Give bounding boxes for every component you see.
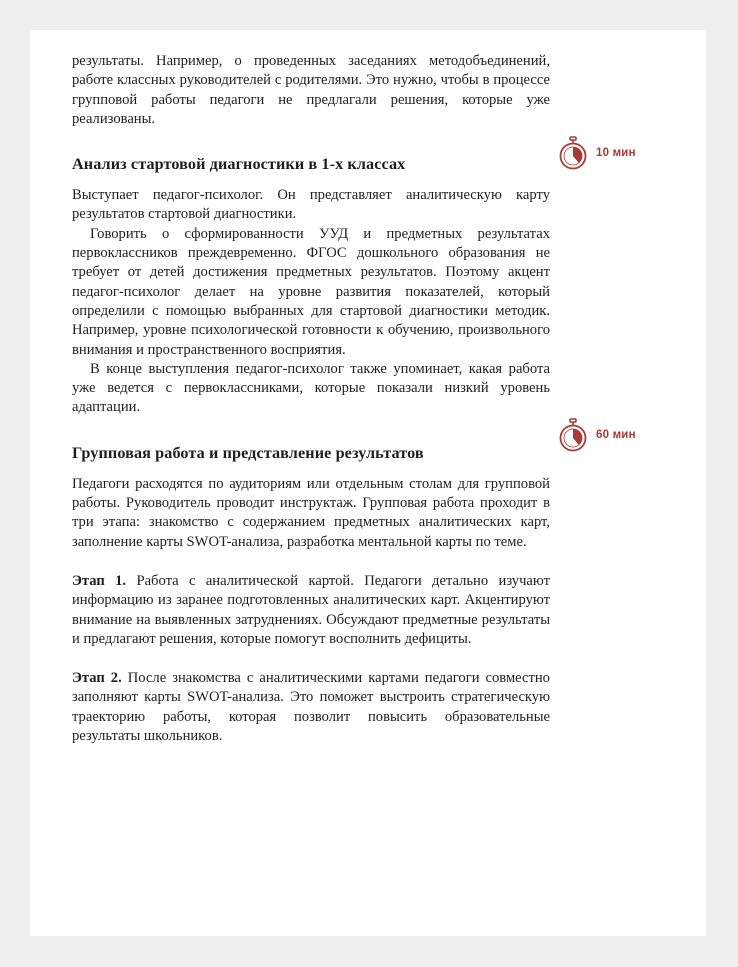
section1-duration: 10 мин — [596, 147, 636, 159]
stage-1-paragraph — [72, 572, 550, 649]
intro-paragraph: результаты. Например, о проведенных заседаниях методобъединений, работе классных руководителей с родителями. Это нужно, чтобы в процессе групповой работы педагоги не предлагали решения, которые уже реализованы. — [72, 53, 550, 127]
section1-paragraph-2: Говорить о сформированности УУД и предметных результатах первоклассников преждевременно. ФГОС дошкольного образования не требует от детей достижения предметных результатов. Поэтому акцент педагог-психолог делает на уровне развития показателей, который определили с помощью выбранных для стартовой диагностики методик. Например, уровне психологической готовности к обучению, произвольного внимания и пространственного восприятия. — [72, 225, 550, 358]
stage-1-label: Этап 1. — [72, 572, 127, 589]
stage-1-text: Работа с аналитической картой. Педагоги детально изучают информацию из заранее подготовленных аналитических карт. Акцентируют внимание на выявленных затруднениях. Обсуждают предметные результаты и предлагают решения, которые помогут восполнить дефициты. — [72, 572, 550, 647]
section1-timer — [558, 136, 636, 170]
stage-2-label: Этап 2. — [72, 670, 122, 687]
stopwatch-icon — [558, 418, 588, 452]
section2-duration: 60 мин — [596, 429, 636, 441]
stage-2-text: После знакомства с аналитическими картами педагоги совместно заполняют карты SWOT-анализа. Это поможет выстроить стратегическую траекторию работы, которая позволит повысить образовательные результаты школьников. — [72, 670, 550, 745]
page-content — [72, 52, 550, 746]
section1-paragraph-3: В конце выступления педагог-психолог также упоминает, какая работа уже ведется с первоклассниками, которые показали низкий уровень адаптации. — [72, 360, 550, 416]
section1-heading: Анализ стартовой диагностики в 1-х классах — [72, 155, 406, 174]
stopwatch-icon — [558, 136, 588, 170]
section2-heading: Групповая работа и представление результатов — [72, 443, 424, 462]
section2-timer — [558, 418, 636, 452]
stage-2-paragraph — [72, 669, 550, 746]
section1-paragraph-1: Выступает педагог-психолог. Он представляет аналитическую карту результатов стартовой диагностики. — [72, 187, 550, 223]
document-page — [30, 30, 706, 936]
section2-intro: Педагоги расходятся по аудиториям или отдельным столам для групповой работы. Руководитель проводит инструктаж. Групповая работа проходит в три этапа: знакомство с содержанием предметных аналитических карт, заполнение карты SWOT-анализа, разработка ментальной карты по теме. — [72, 475, 550, 550]
